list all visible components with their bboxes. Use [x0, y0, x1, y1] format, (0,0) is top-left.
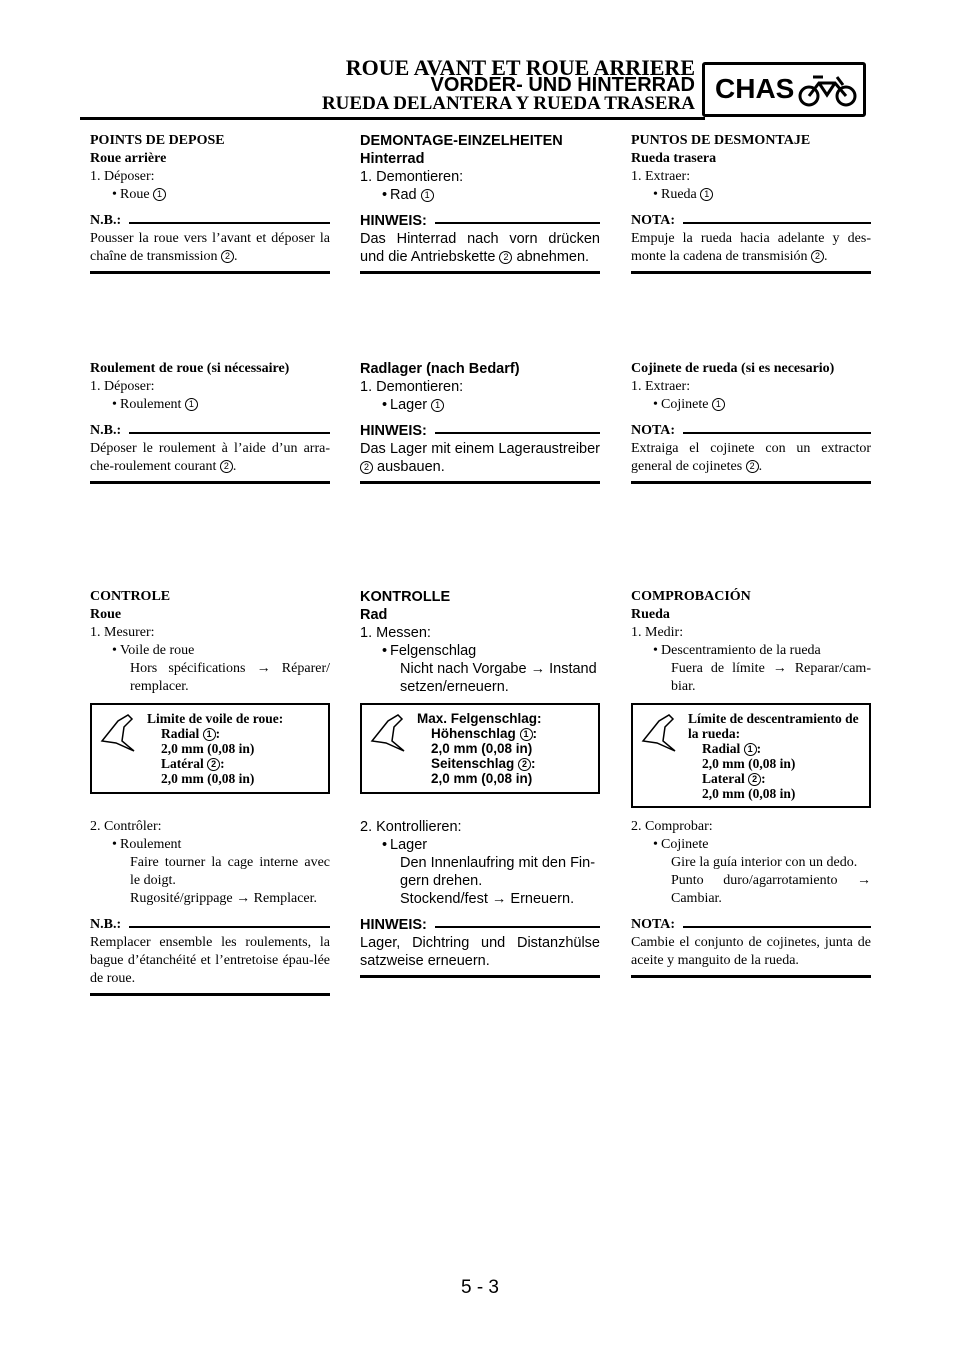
fr-section-removal: [90, 132, 330, 274]
callout-number: 1: [700, 188, 713, 201]
spec-label: Latéral 2 :: [161, 756, 225, 771]
section-title: DEMONTAGE-EINZELHEITEN: [360, 133, 563, 149]
callout-number: 1: [431, 399, 444, 412]
section-subtitle: Hinterrad: [360, 151, 425, 167]
note-header: [631, 212, 871, 230]
de-section-bearing-check: [360, 818, 600, 978]
spec-value: 2,0 mm (0,08 in): [431, 741, 533, 756]
bullet-item: • Rueda 1: [631, 186, 871, 204]
bullet-text: Rueda: [661, 187, 697, 202]
section-subtitle: Roue: [90, 607, 122, 622]
bullet-item: • Descentramiento de la rueda: [653, 643, 821, 658]
action-text: Nicht nach Vorgabe → Instand setzen/erneuern.: [400, 661, 597, 695]
spec-value: 2,0 mm (0,08 in): [161, 771, 255, 786]
section-title: Roulement de roue (si nécessaire): [90, 361, 290, 376]
step: 2. Kontrollieren:: [360, 819, 462, 835]
note-text-part: Das Hinterrad nach vorn drücken und die Antriebskette: [360, 231, 600, 265]
spec-title: Límite de descentramiento de la rueda:: [688, 711, 859, 741]
es-section-removal: [631, 132, 871, 274]
section-title: POINTS DE DEPOSE: [90, 133, 225, 148]
note-text-part: Empuje la rueda hacia adelante y des-monte la cadena de transmisión: [631, 231, 871, 264]
bullet-item: • Cojinete 1: [631, 396, 871, 414]
section-subtitle: Roue arrière: [90, 151, 167, 166]
es-section-inspection: [631, 588, 871, 696]
bullet-item: • Roulement 1: [90, 396, 330, 414]
spec-value: 2,0 mm (0,08 in): [431, 771, 533, 786]
note-label: N.B.:: [90, 213, 122, 228]
callout-number: 2: [746, 460, 759, 473]
note-end-rule: [90, 481, 330, 484]
spec-label: Lateral 2 :: [702, 771, 766, 786]
section-subtitle: Rueda trasera: [631, 151, 717, 166]
note-end-rule: [360, 975, 600, 978]
note-text: Déposer le roulement à l’aide d’un arra-che-roulement courant 2 .: [90, 441, 330, 474]
callout-number: 2: [221, 250, 234, 263]
es-section-bearing: [631, 360, 871, 484]
callout-number: 1: [153, 188, 166, 201]
note-label: HINWEIS:: [360, 917, 427, 933]
callout-number: 2: [499, 251, 512, 264]
note-text: [360, 440, 600, 476]
title-spanish: RUEDA DELANTERA Y RUEDA TRASERA: [321, 93, 695, 114]
section-title: PUNTOS DE DESMONTAJE: [631, 133, 811, 148]
action-text: Stockend/fest → Erneuern.: [400, 891, 575, 907]
step: 1. Mesurer:: [90, 625, 155, 640]
spec-label: Radial 1 :: [702, 741, 762, 756]
es-section-bearing-check: [631, 818, 871, 978]
spec-label: Radial 1 :: [161, 726, 221, 741]
note-text: Pousser la roue vers l’avant et déposer la chaîne de transmission 2 .: [90, 231, 330, 264]
bullet-text: Felgenschlag: [390, 643, 477, 659]
spec-value: 2,0 mm (0,08 in): [702, 756, 796, 771]
spec-label-text: Radial: [161, 726, 200, 741]
section-title: Cojinete de rueda (si es necesario): [631, 361, 835, 376]
section-title: COMPROBACIÓN: [631, 589, 751, 604]
spec-label-text: Höhenschlag: [431, 726, 516, 741]
bullet-text: Descentramiento de la rueda: [661, 643, 821, 658]
note-text-part: ausbauen.: [377, 459, 445, 475]
de-section-bearing: [360, 360, 600, 484]
procedure-text: Faire tourner la cage interne avec le doigt.: [130, 855, 330, 888]
spec-label-text: Radial: [702, 741, 741, 756]
bullet-item: • Roue 1: [90, 186, 330, 204]
bullet-text: Roulement: [120, 837, 182, 852]
spec-label-text: Latéral: [161, 756, 204, 771]
bullet-text: Voile de roue: [120, 643, 195, 658]
bullet-item: • Roulement: [112, 837, 182, 852]
note-header: [90, 212, 330, 230]
note-text-part: Déposer le roulement à l’aide d’un arra-che-roulement courant: [90, 441, 330, 474]
callout-number: 1: [712, 398, 725, 411]
spec-title: Max. Felgenschlag:: [417, 711, 542, 726]
note-end-rule: [90, 271, 330, 274]
note-header: [90, 916, 330, 934]
note-end-rule: [631, 975, 871, 978]
bullet-text: Cojinete: [661, 837, 709, 852]
note-label: N.B.:: [90, 917, 122, 932]
callout-number: 1: [744, 743, 757, 756]
wrench-icon: [639, 711, 679, 755]
title-german: VORDER- UND HINTERRAD: [430, 74, 695, 96]
spec-label-text: Seitenschlag: [431, 756, 515, 771]
bullet-item: • Felgenschlag: [382, 643, 477, 659]
spec-label: Höhenschlag 1 :: [431, 726, 538, 741]
note-header: [90, 422, 330, 440]
note-text: Empuje la rueda hacia adelante y des-monte la cadena de transmisión 2 .: [631, 231, 871, 264]
spec-label-text: Lateral: [702, 771, 745, 786]
note-text: Remplacer ensemble les roulements, la bague d’étanchéité et l’entretoise épau-lée de roue.: [90, 935, 330, 986]
bullet-item: • Cojinete: [653, 837, 709, 852]
note-header: [360, 916, 600, 934]
note-text-part: Pousser la roue vers l’avant et déposer la chaîne de transmission: [90, 231, 330, 264]
note-end-rule: [360, 481, 600, 484]
bullet-text: Lager: [390, 837, 428, 853]
note-label: HINWEIS:: [360, 213, 427, 229]
bullet-text: Lager: [390, 397, 428, 413]
section-subtitle: Rueda: [631, 607, 670, 622]
note-end-rule: [90, 993, 330, 996]
fr-section-bearing: [90, 360, 330, 484]
note-end-rule: [631, 271, 871, 274]
callout-number: 1: [421, 189, 434, 202]
note-label: NOTA:: [631, 423, 676, 438]
callout-number: 2: [748, 773, 761, 786]
step: 1. Demontieren:: [360, 169, 464, 185]
section-subtitle: Rad: [360, 607, 388, 623]
header-rule: [80, 117, 705, 120]
note-text-part: abnehmen.: [516, 249, 590, 265]
note-text: Lager, Dichtring und Distanzhülse satzweise erneuern.: [360, 935, 600, 969]
step: 1. Medir:: [631, 625, 684, 640]
bullet-text: Rad: [390, 187, 417, 203]
spec-title: Limite de voile de roue:: [147, 711, 284, 726]
step: 2. Contrôler:: [90, 819, 162, 834]
note-label: HINWEIS:: [360, 423, 427, 439]
callout-number: 1: [203, 728, 216, 741]
note-end-rule: [631, 481, 871, 484]
callout-number: 1: [185, 398, 198, 411]
note-text: Extraiga el cojinete con un extractor general de cojinetes 2 .: [631, 441, 871, 474]
de-spec-box: [360, 703, 600, 794]
fr-spec-box: [90, 703, 330, 794]
callout-number: 2: [360, 461, 373, 474]
note-label: NOTA:: [631, 213, 676, 228]
spec-value: 2,0 mm (0,08 in): [702, 786, 796, 801]
de-section-inspection: [360, 588, 600, 696]
page-number: 5 - 3: [460, 1277, 500, 1298]
bullet-text: Roulement: [120, 397, 182, 412]
note-text: Cambie el conjunto de cojinetes, junta de aceite y manguito de la rueda.: [631, 935, 871, 968]
section-title: KONTROLLE: [360, 589, 451, 605]
bullet-item: • Lager: [382, 837, 428, 853]
bullet-item: • Voile de roue: [112, 643, 195, 658]
action-text: Rugosité/grippage → Remplacer.: [130, 891, 318, 906]
note-header: [360, 422, 600, 440]
title-french: ROUE AVANT ET ROUE ARRIERE: [345, 55, 695, 80]
step: 2. Comprobar:: [631, 819, 713, 834]
section-title: CONTROLE: [90, 589, 171, 604]
wrench-icon: [368, 711, 408, 755]
step: 1. Extraer:: [631, 169, 691, 184]
note-header: [631, 422, 871, 440]
procedure-text: Den Innenlaufring mit den Fin-gern drehen.: [400, 855, 596, 889]
fr-section-bearing-check: [90, 818, 330, 996]
motorcycle-icon: [797, 71, 859, 109]
bullet-item: • Lager 1: [360, 396, 600, 414]
step: 1. Déposer:: [90, 379, 155, 394]
action-text: Hors spécifications → Réparer/ remplacer.: [130, 661, 330, 694]
bullet-text: Roue: [120, 187, 150, 202]
note-end-rule: [360, 271, 600, 274]
step: 1. Extraer:: [631, 379, 691, 394]
action-text: Punto duro/agarrotamiento → Cambiar.: [671, 873, 871, 906]
step: 1. Demontieren:: [360, 379, 464, 395]
fr-section-inspection: [90, 588, 330, 696]
callout-number: 2: [518, 758, 531, 771]
note-text: [360, 230, 600, 266]
callout-number: 1: [520, 728, 533, 741]
callout-number: 2: [207, 758, 220, 771]
procedure-text: Gire la guía interior con un dedo.: [671, 855, 858, 870]
note-header: [360, 212, 600, 230]
section-badge: [702, 62, 866, 117]
note-header: [631, 916, 871, 934]
note-text-part: Extraiga el cojinete con un extractor general de cojinetes: [631, 441, 871, 474]
bullet-item: • Rad 1: [360, 186, 600, 204]
es-spec-box: [631, 703, 871, 808]
wrench-icon: [98, 711, 138, 755]
bullet-text: Cojinete: [661, 397, 709, 412]
section-title: Radlager (nach Bedarf): [360, 361, 520, 377]
note-text-part: Das Lager mit einem Lageraustreiber: [360, 441, 600, 457]
spec-label: Seitenschlag 2 :: [431, 756, 536, 771]
callout-number: 2: [811, 250, 824, 263]
spec-value: 2,0 mm (0,08 in): [161, 741, 255, 756]
callout-number: 2: [220, 460, 233, 473]
step: 1. Déposer:: [90, 169, 155, 184]
action-text: Fuera de límite → Reparar/cam-biar.: [671, 661, 871, 694]
note-label: N.B.:: [90, 423, 122, 438]
de-section-removal: [360, 132, 600, 274]
note-label: NOTA:: [631, 917, 676, 932]
section-badge-label: CHAS: [715, 73, 795, 104]
step: 1. Messen:: [360, 625, 431, 641]
